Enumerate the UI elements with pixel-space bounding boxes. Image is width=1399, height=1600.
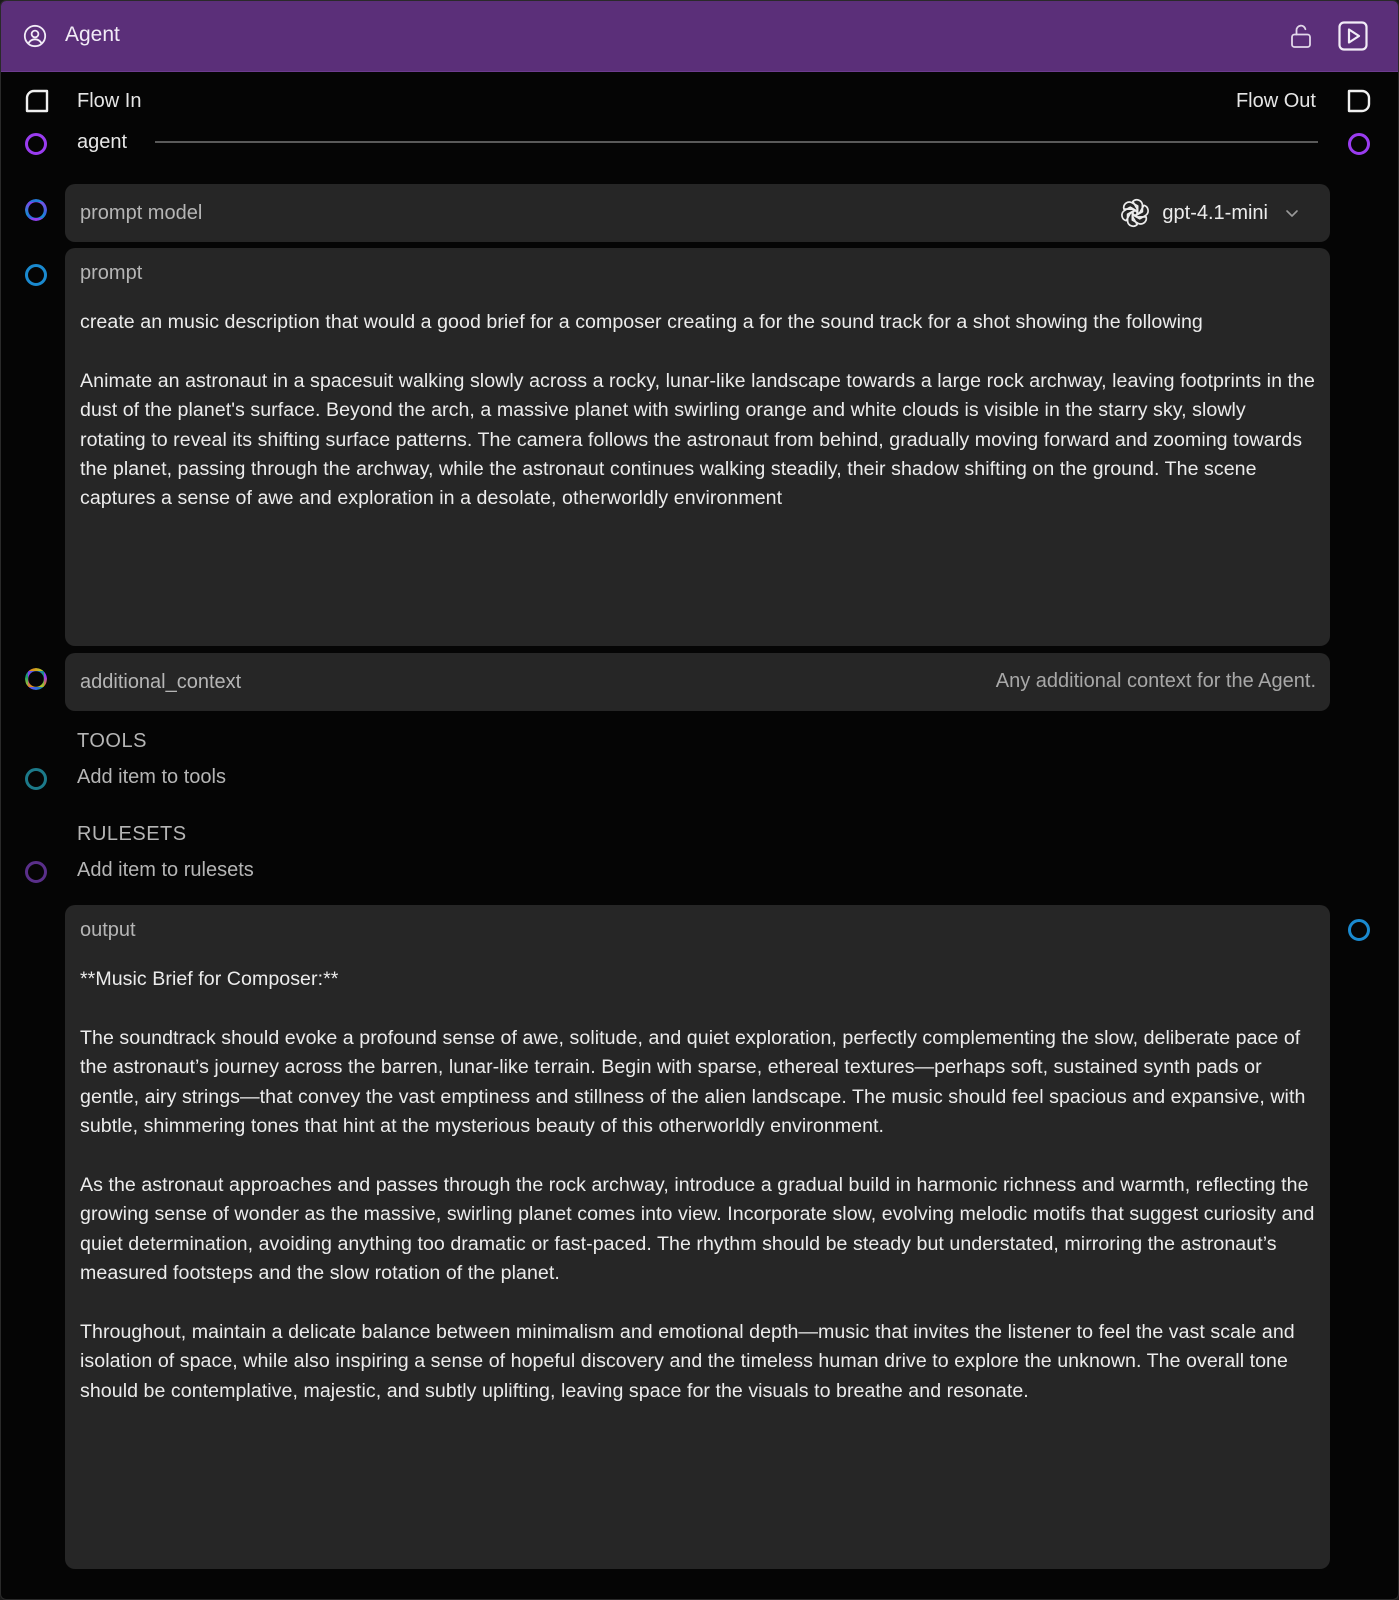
tools-heading: TOOLS [77,730,147,752]
flow-in-label: Flow In [77,90,142,112]
additional-context-port[interactable] [25,668,47,690]
prompt-label: prompt [80,262,143,284]
add-ruleset-button[interactable]: Add item to rulesets [77,859,254,881]
output-port[interactable] [1348,919,1370,941]
prompt-model-label: prompt model [80,202,203,224]
lock-open-icon[interactable] [1289,23,1313,49]
agent-label: agent [77,131,128,153]
flow-in-port-icon[interactable] [25,89,49,113]
rulesets-port[interactable] [25,861,47,883]
user-circle-icon [23,24,47,48]
additional-context-placeholder: Any additional context for the Agent. [995,670,1316,692]
node-title-bar[interactable] [1,1,1398,72]
tools-port[interactable] [25,768,47,790]
divider [155,141,1318,143]
chevron-down-icon [1284,205,1300,221]
additional-context-field[interactable] [65,653,1330,711]
prompt-port[interactable] [25,264,47,286]
flow-out-port-icon[interactable] [1347,89,1371,113]
prompt-textarea[interactable] [65,248,1330,646]
add-tool-button[interactable]: Add item to tools [77,766,226,788]
output-label: output [80,919,136,941]
node-title: Agent [65,23,120,46]
agent-input-port[interactable] [25,133,47,155]
prompt-model-port[interactable] [25,199,47,221]
prompt-model-field[interactable] [65,184,1330,242]
play-square-icon[interactable] [1338,21,1368,51]
prompt-text[interactable]: create an music description that would a good brief for a composer creating a for the sound track for a shot showing the following Animate an astronaut in a spacesuit walking slowly across a rocky, lunar-like landscape towards a large rock archway, leaving footprints in the dust of the planet's surface. Beyond the arch, a massive planet with swirling orange and white clouds is visible in the starry sky, slowly rotating to reveal its shifting surface patterns. The camera follows the astronaut from behind, gradually moving forward and zooming towards the planet, passing through the archway, while the astronaut continues walking steadily, their shadow shifting on the ground. The scene captures a sense of awe and exploration in a desolate, otherworldly environment [80,311,1315,510]
flow-out-label: Flow Out [1235,90,1316,112]
rulesets-heading: RULESETS [77,823,187,845]
model-select[interactable] [1120,198,1300,228]
output-text[interactable]: **Music Brief for Composer:** The soundtrack should evoke a profound sense of awe, solitude, and quiet exploration, perfectly complementing the slow, deliberate pace of the astronaut’s journey across the barren, lunar-like terrain. Begin with sparse, ethereal textures—perhaps soft, sustained synth pads or gentle, airy strings—that convey the vast emptiness and stillness of the alien landscape. The music should feel spacious and expansive, with subtle, shimmering tones that hint at the mysterious beauty of this otherworldly environment. As the astronaut approaches and passes through the rock archway, introduce a gradual build in harmonic richness and warmth, reflecting the growing sense of wonder as the massive, swirling planet comes into view. Incorporate slow, evolving melodic motifs that suggest curiosity and quiet determination, avoiding anything too dramatic or fast-paced. The rhythm should be steady but understated, mirroring the astronaut’s measured footsteps and the slow rotation of the planet. Throughout, maintain a delicate balance between minimalism and emotional depth—music that invites the listener to feel the vast scale and isolation of space, while also inspiring a sense of hopeful discovery and the timeless human drive to explore the unknown. The overall tone should be contemplative, majestic, and subtly uplifting, leaving space for the visuals to breathe and resonate. [80,968,1315,1402]
openai-logo-icon [1120,198,1150,228]
model-select-value: gpt-4.1-mini [1162,201,1268,224]
output-textarea[interactable] [65,905,1330,1569]
agent-output-port[interactable] [1348,133,1370,155]
additional-context-label: additional_context [80,671,242,693]
